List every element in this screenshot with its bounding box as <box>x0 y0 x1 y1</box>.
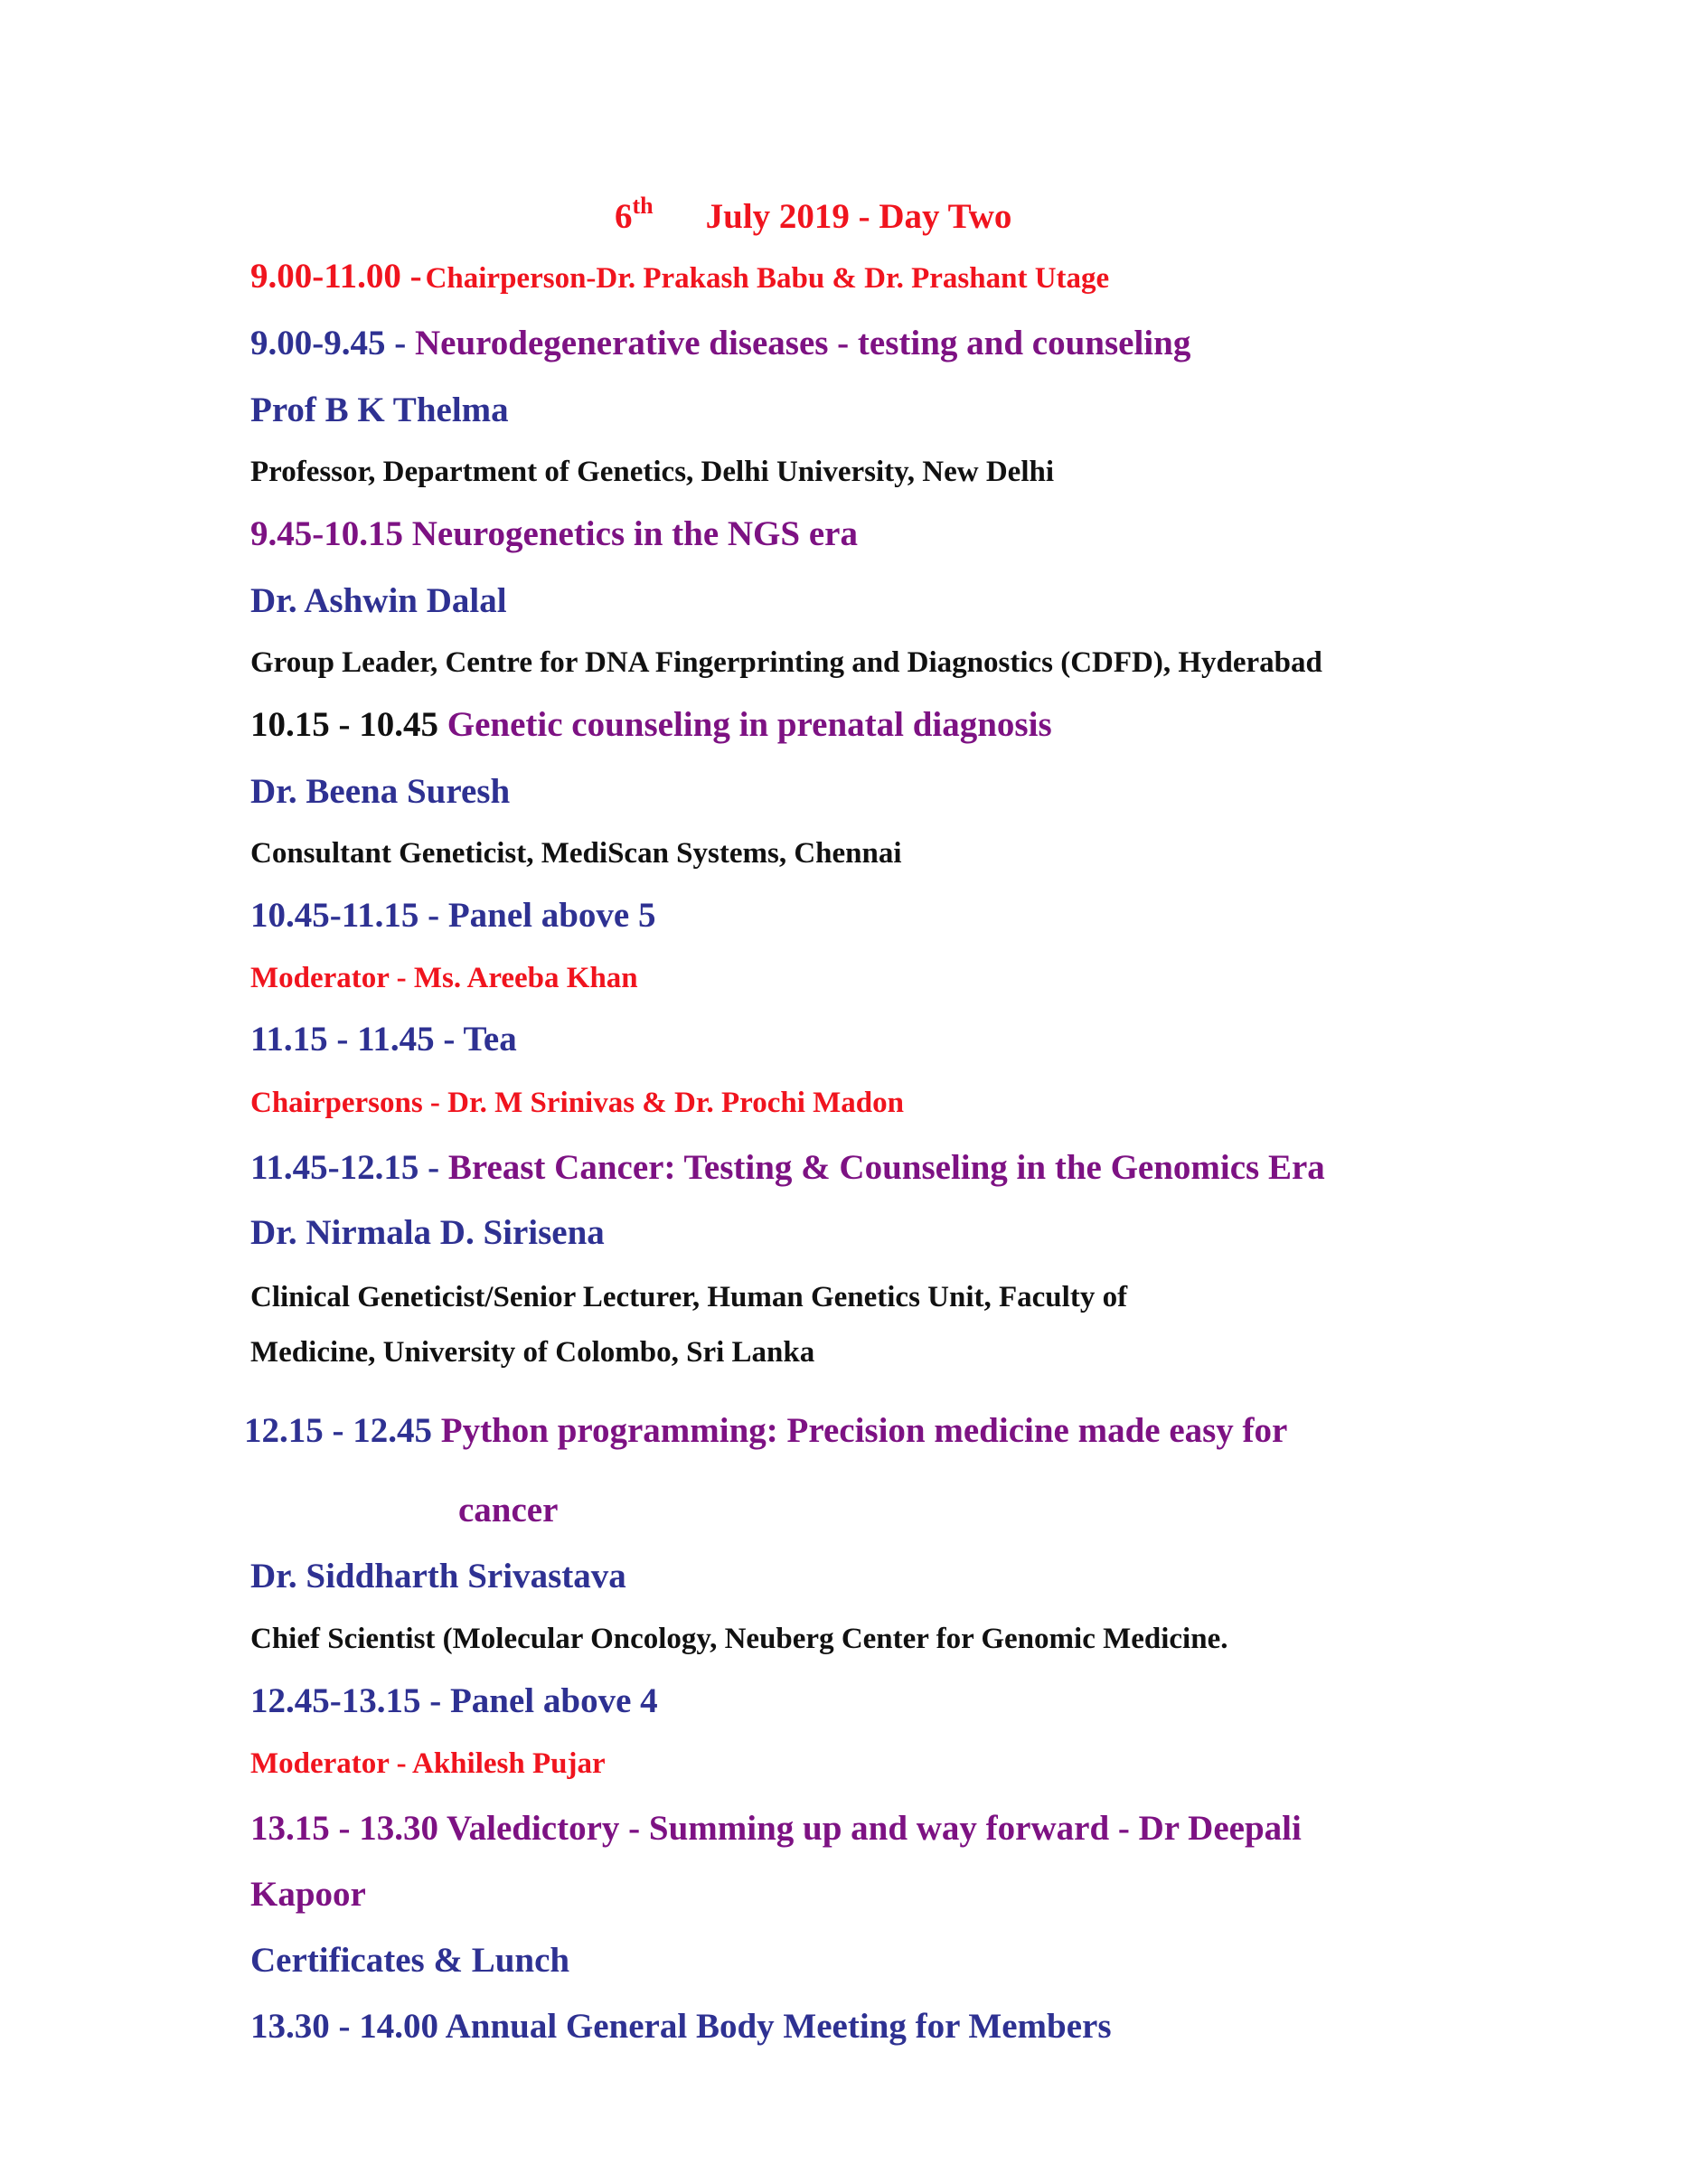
talk5-time: 12.15 - 12.45 <box>244 1411 432 1450</box>
talk5-title-line2: cancer <box>458 1491 559 1530</box>
talk4-affiliation-line1: Clinical Geneticist/Senior Lecturer, Human Genetics Unit, Faculty of <box>250 1281 1128 1313</box>
tea-chairs: Chairpersons - Dr. M Srinivas & Dr. Prochi Madon <box>250 1087 904 1119</box>
day-title-text: July 2019 - Day Two <box>705 197 1012 236</box>
panel2-title: 12.45-13.15 - Panel above 4 <box>250 1681 658 1720</box>
talk5-line <box>244 1413 1287 1448</box>
panel1-moderator: Moderator - Ms. Areeba Khan <box>250 962 638 994</box>
talk3-line <box>250 707 1052 742</box>
talk1-time: 9.00-9.45 - <box>250 324 407 362</box>
agm-line: 13.30 - 14.00 Annual General Body Meeting for Members <box>250 2007 1112 2046</box>
panel1-title: 10.45-11.15 - Panel above 5 <box>250 896 656 935</box>
day-number: 6 <box>615 197 633 236</box>
session1-line <box>250 259 1109 294</box>
talk4-affiliation-line2: Medicine, University of Colombo, Sri Lanka <box>250 1336 815 1369</box>
talk5-affiliation: Chief Scientist (Molecular Oncology, Neuberg Center for Genomic Medicine. <box>250 1623 1228 1655</box>
session1-time: 9.00-11.00 - <box>250 257 422 296</box>
valedictory-line1: 13.15 - 13.30 Valedictory - Summing up and way forward - Dr Deepali <box>250 1809 1302 1848</box>
talk5-title-line1: Python programming: Precision medicine made easy for <box>440 1411 1288 1450</box>
talk1-speaker: Prof B K Thelma <box>250 391 509 429</box>
tea-title: 11.15 - 11.45 - Tea <box>250 1020 517 1059</box>
talk3-title: Genetic counseling in prenatal diagnosis <box>447 705 1052 744</box>
talk3-speaker: Dr. Beena Suresh <box>250 772 511 811</box>
talk4-time: 11.45-12.15 - <box>250 1148 440 1187</box>
day-suffix: th <box>632 193 654 219</box>
panel2-moderator: Moderator - Akhilesh Pujar <box>250 1747 606 1780</box>
certificates-lunch: Certificates & Lunch <box>250 1941 570 1980</box>
day-title <box>615 193 1012 236</box>
talk4-title: Breast Cancer: Testing & Counseling in the Genomics Era <box>447 1148 1325 1187</box>
talk1-title: Neurodegenerative diseases - testing and counseling <box>414 324 1191 362</box>
talk2-affiliation: Group Leader, Centre for DNA Fingerprinting and Diagnostics (CDFD), Hyderabad <box>250 646 1322 679</box>
talk2-title: 9.45-10.15 Neurogenetics in the NGS era <box>250 514 858 553</box>
talk1-line <box>250 325 1190 361</box>
talk3-affiliation: Consultant Geneticist, MediScan Systems, Chennai <box>250 837 902 870</box>
talk4-speaker: Dr. Nirmala D. Sirisena <box>250 1213 605 1252</box>
talk3-time: 10.15 - 10.45 <box>250 705 438 744</box>
talk5-speaker: Dr. Siddharth Srivastava <box>250 1557 626 1596</box>
session1-chair: Chairperson-Dr. Prakash Babu & Dr. Prashant Utage <box>425 262 1110 295</box>
talk1-affiliation: Professor, Department of Genetics, Delhi University, New Delhi <box>250 456 1055 488</box>
valedictory-line2: Kapoor <box>250 1875 366 1914</box>
talk2-speaker: Dr. Ashwin Dalal <box>250 581 507 620</box>
talk4-line <box>250 1150 1325 1185</box>
